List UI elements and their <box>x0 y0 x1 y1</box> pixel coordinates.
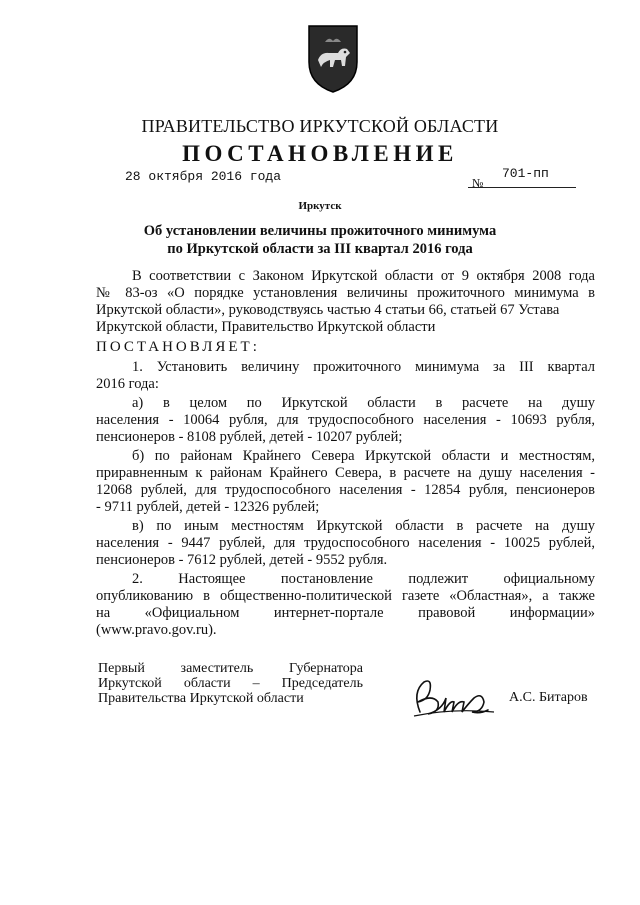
text-line: на «Официальном интернет-портале правовой информации» <box>96 605 595 621</box>
position-line: Правительства Иркутской области <box>98 691 304 706</box>
text-line: населения - 9447 рублей, для трудоспособного населения - 10025 рублей, <box>96 535 595 551</box>
text-line: (www.pravo.gov.ru). <box>96 622 217 638</box>
text-line: а) в целом по Иркутской области в расчете на душу <box>132 395 595 411</box>
text-line: № 83-оз «О порядке установления величины прожиточного минимума в <box>96 285 595 301</box>
text-line: В соответствии с Законом Иркутской области от 9 октября 2008 года <box>132 268 595 284</box>
signatory-position <box>98 661 363 706</box>
coat-of-arms-icon <box>305 22 361 94</box>
text-line: в) по иным местностям Иркутской области в расчете на душу <box>132 518 595 534</box>
document-city: Иркутск <box>298 200 342 212</box>
text-line: - 9711 рублей, детей - 12326 рублей; <box>96 499 320 515</box>
text-line: опубликованию в общественно-политической газете «Областная», а также <box>96 588 595 604</box>
signatory-name: А.С. Битаров <box>509 690 588 705</box>
document-title <box>120 222 520 258</box>
text-line: населения - 10064 рубля, для трудоспособного населения - 10693 рубля, <box>96 412 595 428</box>
number-sign: № <box>472 176 484 190</box>
text-line: пенсионеров - 7612 рублей, детей - 9552 рубля. <box>96 552 388 568</box>
document-type: ПОСТАНОВЛЕНИЕ <box>182 141 458 166</box>
text-line: 2016 года: <box>96 376 159 392</box>
text-line: пенсионеров - 8108 рублей, детей - 10207 рублей; <box>96 429 403 445</box>
text-line: 12068 рублей, для трудоспособного населения - 12854 рубля, пенсионеров <box>96 482 595 498</box>
text-line: приравненным к районам Крайнего Севера, в расчете на душу населения - <box>96 465 595 481</box>
handwritten-signature <box>402 672 502 722</box>
document-number: 701-пп <box>502 166 549 181</box>
document-date: 28 октября 2016 года <box>125 169 282 184</box>
resolves-word: ПОСТАНОВЛЯЕТ: <box>96 339 260 355</box>
position-line: Первый заместитель Губернатора <box>98 661 363 676</box>
text-line: 1. Установить величину прожиточного минимума за III квартал <box>132 359 595 375</box>
government-name: ПРАВИТЕЛЬСТВО ИРКУТСКОЙ ОБЛАСТИ <box>141 116 499 136</box>
title-line: Об установлении величины прожиточного минимума <box>143 223 497 239</box>
title-line: по Иркутской области за III квартал 2016 года <box>167 241 473 257</box>
text-line: Иркутской области, Правительство Иркутской области <box>96 319 436 335</box>
text-line: б) по районам Крайнего Севера Иркутской области и местностям, <box>132 448 595 464</box>
position-line: Иркутской области – Председатель <box>98 676 363 691</box>
text-line: 2. Настоящее постановление подлежит официальному <box>132 571 595 587</box>
text-line: Иркутской области», руководствуясь частью 4 статьи 66, статьей 67 Устава <box>96 302 560 318</box>
